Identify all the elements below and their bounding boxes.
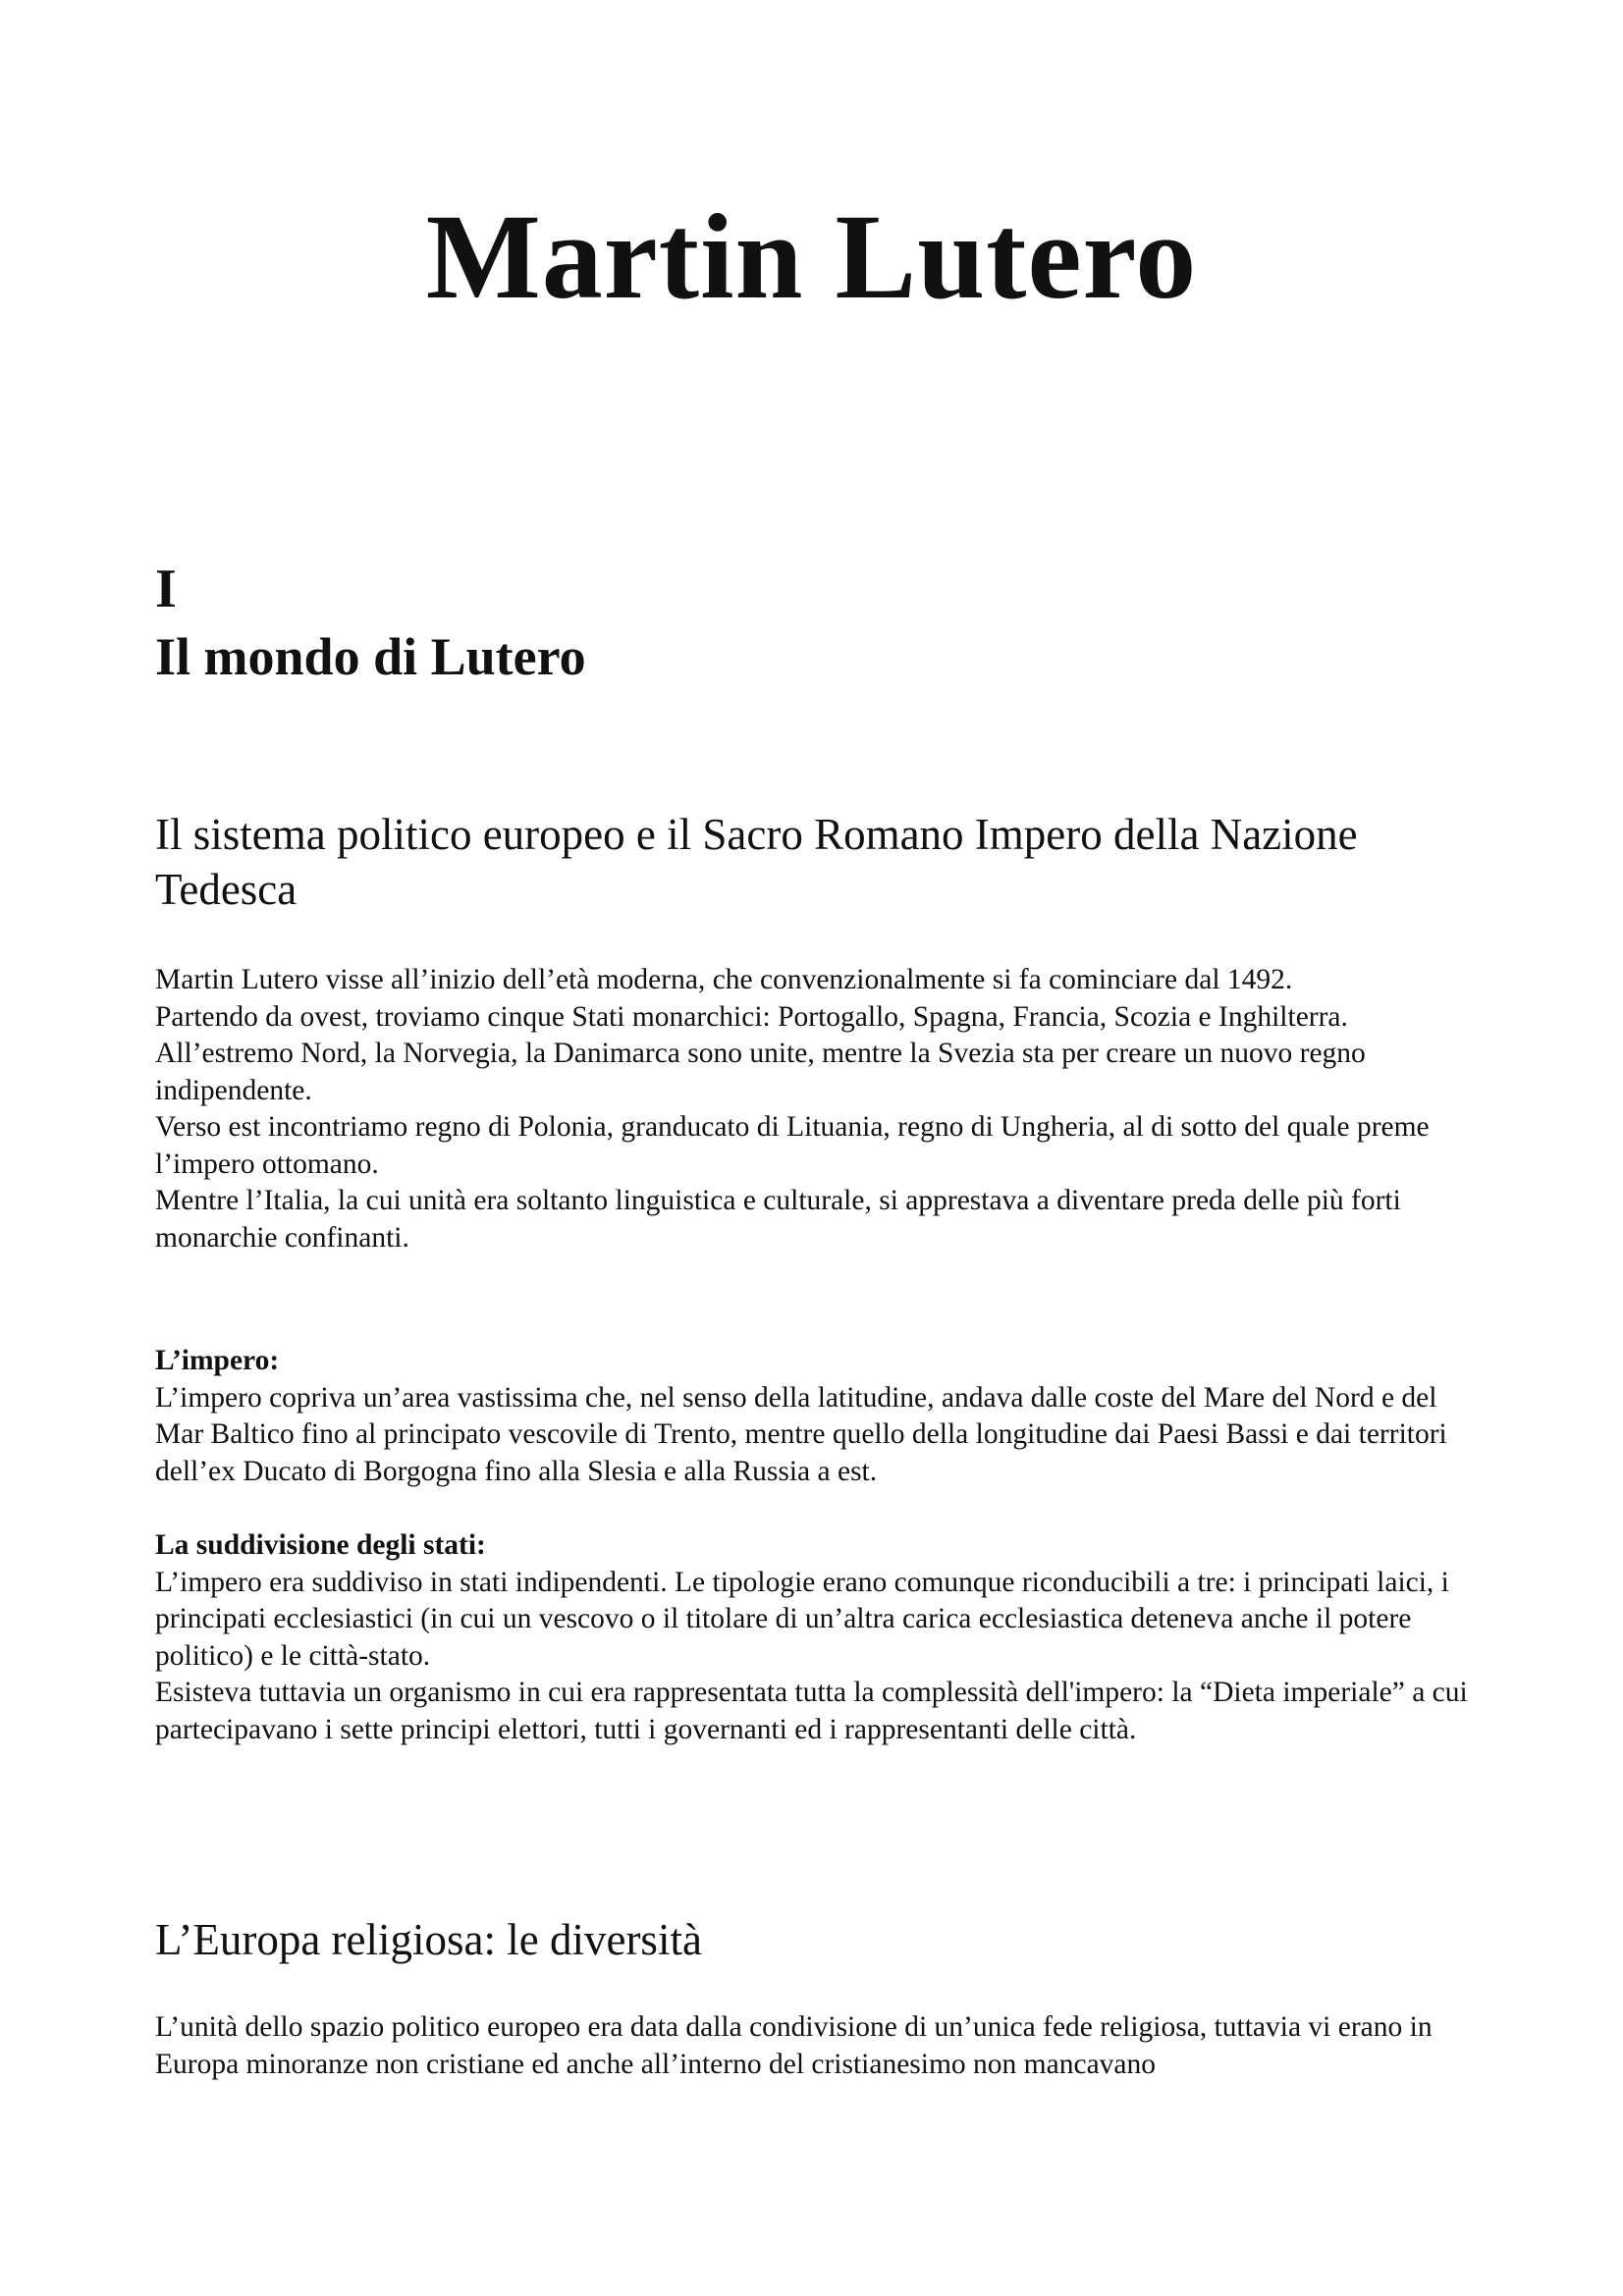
- paragraph: Martin Lutero visse all’inizio dell’età moderna, che convenzionalmente si fa cominciare dal 1492.: [155, 964, 1293, 995]
- paragraph: L’unità dello spazio politico europeo era data dalla condivisione di un’unica fede religiosa, tuttavia vi erano in Europa minoranze non cristiane ed anche all’interno del cristianesimo non mancavano: [155, 2011, 1433, 2080]
- chapter-title: Il mondo di Lutero: [155, 627, 586, 686]
- paragraph: All’estremo Nord, la Norvegia, la Danimarca sono unite, mentre la Svezia sta per creare un nuovo regno indipendente.: [155, 1038, 1366, 1106]
- chapter-number: I: [155, 559, 177, 619]
- paragraph: Esisteva tuttavia un organismo in cui era rappresentata tutta la complessità dell'impero: la “Dieta imperiale” a cui partecipavano i sette principi elettori, tutti i governanti ed i rappresentanti delle città.: [155, 1677, 1468, 1745]
- section-heading-political-system: Il sistema politico europeo e il Sacro Romano Impero della Nazione Tedesca: [155, 810, 1358, 914]
- intro-paragraphs: [155, 962, 1471, 1256]
- impero-label: L’impero:: [155, 1345, 280, 1376]
- paragraph: Verso est incontriamo regno di Polonia, granducato di Lituania, regno di Ungheria, al di sotto del quale preme l’impero ottomano.: [155, 1111, 1430, 1180]
- suddivisione-block: [155, 1527, 1471, 1748]
- section-heading-religious-europe: L’Europa religiosa: le diversità: [155, 1915, 702, 1964]
- religious-paragraph-block: [155, 2009, 1471, 2083]
- paragraph: L’impero copriva un’area vastissima che, nel senso della latitudine, andava dalle coste del Mare del Nord e del Mar Baltico fino al principato vescovile di Trento, mentre quello della longitudine dai Paesi Bassi e dai territori dell’ex Ducato di Borgogna fino alla Slesia e alla Russia a est.: [155, 1381, 1447, 1487]
- paragraph: L’impero era suddiviso in stati indipendenti. Le tipologie erano comunque riconducibili a tre: i principati laici, i principati ecclesiastici (in cui un vescovo o il titolare di un’altra carica ecclesiastica deteneva anche il potere politico) e le città-stato.: [155, 1566, 1449, 1672]
- suddivisione-label: La suddivisione degli stati:: [155, 1529, 486, 1561]
- impero-block: [155, 1343, 1471, 1490]
- paragraph: Partendo da ovest, troviamo cinque Stati monarchici: Portogallo, Spagna, Francia, Scozia e Inghilterra.: [155, 1000, 1348, 1033]
- document-title: Martin Lutero: [425, 189, 1198, 324]
- paragraph: Mentre l’Italia, la cui unità era soltanto linguistica e culturale, si apprestava a diventare preda delle più forti monarchie confinanti.: [155, 1185, 1401, 1254]
